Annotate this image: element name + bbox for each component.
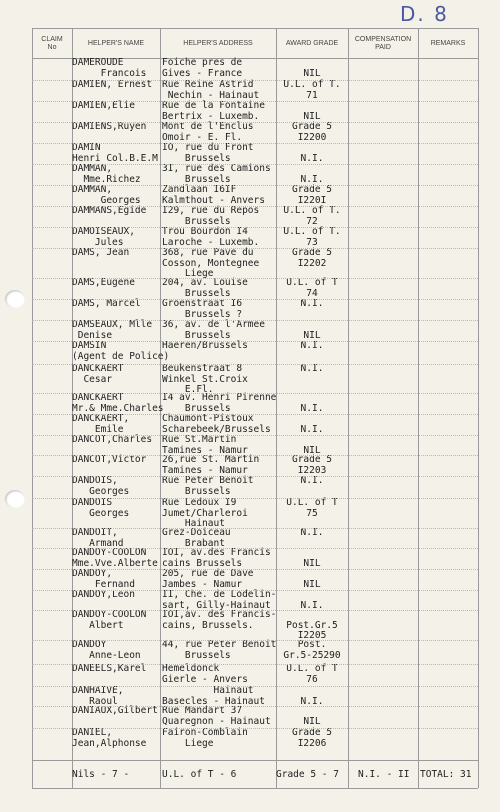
header-name: HELPER'S NAME (87, 40, 145, 47)
helper-name: DANCKAERT, Emile (72, 413, 130, 435)
award-grade: N.I. (300, 363, 324, 374)
helper-address: 26,rue St. Martin Tamines - Namur (162, 454, 260, 476)
helper-address: 36, av. de l'Armee Brussels (162, 319, 265, 341)
total-grade: Grade 5 - 7 (276, 769, 339, 780)
award-grade: U.L. of T. 71 (283, 79, 341, 101)
award-grade: NIL (303, 329, 321, 341)
helper-name: DAMS,Eugene (72, 277, 135, 288)
helper-name: DANCKAERT Mr.& Mme.Charles (72, 392, 164, 414)
helper-address: I4 av. Henri Pirenne Brussels (162, 392, 277, 414)
column-divider (348, 28, 349, 788)
header-address: HELPER'S ADDRESS (183, 40, 253, 47)
helper-name: DAMIENS,Ruyen (72, 121, 147, 132)
header-claim: CLAIM No (41, 36, 63, 51)
helper-address: II, Che. de Lodelin- sart, Gilly-Hainaut (162, 589, 277, 611)
helper-address: Fairon-Comblain Liege (162, 727, 248, 749)
table-bottom-border (32, 788, 478, 789)
total-ni: N.I. - II (358, 769, 410, 780)
helper-address: Haeren/Brussels (162, 340, 248, 351)
punch-hole (5, 290, 25, 308)
helper-address: 44, rue Peter Benoit Brussels (162, 639, 277, 661)
corner-mark: D. 8 (400, 2, 449, 26)
total-nils: Nils - 7 - (72, 769, 130, 780)
helper-name: DAMSEAUX, Mlle Denise (72, 319, 153, 341)
helper-address: IO, rue du Front Brussels (162, 142, 254, 164)
row-divider (32, 164, 478, 165)
award-grade: Post. Gr.5-25290 (283, 639, 341, 661)
helper-name: DAMMANS,Egide (72, 205, 147, 216)
award-grade: U.L. of T 74 (286, 277, 338, 299)
award-grade: U.L. of T 76 (286, 663, 338, 685)
row-divider (32, 706, 478, 707)
table-top-border (32, 28, 478, 29)
award-grade: NIL (303, 67, 321, 79)
helper-name: DANDOIT, Armand (72, 527, 124, 549)
helper-name: DANIAUX,Gilbert (72, 705, 158, 716)
total-count: TOTAL: 31 (420, 769, 472, 780)
column-divider (478, 28, 479, 788)
helper-address: 368, rue Pave du Cosson, Montegnee Liege (162, 247, 260, 279)
helper-address: I29, rue du Repos Brussels (162, 205, 260, 227)
award-grade: U.L. of T. 73 (283, 226, 341, 248)
helper-address: Rue Reine Astrid Nechin - Hainaut (162, 79, 260, 101)
helper-address: Hainaut Basecles - Hainaut (162, 685, 265, 707)
award-grade: NIL (303, 578, 321, 590)
row-divider (32, 341, 478, 342)
helper-name: DANCOT,Charles (72, 434, 153, 445)
punch-hole (5, 490, 25, 508)
row-divider (32, 278, 478, 279)
helper-name: DAMMAN, Mme.Richez (72, 163, 141, 185)
helper-address: Trou Bourdon I4 Laroche - Luxemb. (162, 226, 260, 248)
award-grade: N.I. (300, 423, 324, 435)
helper-address: IOI,av. des Francis- cains, Brussels. (162, 609, 277, 631)
award-grade: N.I. (300, 173, 324, 185)
award-grade: Grade 5 I2202 (291, 247, 333, 269)
row-divider (32, 248, 478, 249)
column-divider (418, 28, 419, 788)
award-grade: Post.Gr.5 I2205 (286, 619, 338, 641)
helper-name: DANDOY,Leon (72, 589, 135, 600)
row-divider (32, 455, 478, 456)
row-divider (32, 640, 478, 641)
row-divider (32, 185, 478, 186)
award-grade: Grade 5 I2206 (291, 727, 333, 749)
award-grade: Grade 5 I2203 (291, 454, 333, 476)
helper-address: Hemeldonck Gierle - Anvers (162, 663, 248, 685)
helper-name: DANCKAERT Cesar (72, 363, 124, 385)
row-divider (32, 686, 478, 687)
row-divider (32, 206, 478, 207)
helper-name: DAMS, Marcel (72, 298, 141, 309)
helper-name: DANDOIS Georges (72, 497, 130, 519)
helper-name: DANEELS,Karel (72, 663, 147, 674)
row-divider (32, 122, 478, 123)
helper-address: Rue Peter Benoit Brussels (162, 475, 254, 497)
helper-name: DAMIN Henri Col.B.E.M (72, 142, 158, 164)
row-divider (32, 528, 478, 529)
row-divider (32, 80, 478, 81)
row-divider (32, 364, 478, 365)
helper-name: DANDOY Anne-Leon (72, 639, 141, 661)
helper-address: 205, rue de Dave Jambes - Namur (162, 568, 254, 590)
row-divider (32, 590, 478, 591)
row-divider (32, 498, 478, 499)
row-divider (32, 320, 478, 321)
award-grade: Grade 5 I220I (291, 184, 333, 206)
helper-address: 204, av. Louise Brussels (162, 277, 248, 299)
award-grade: N.I. (300, 527, 324, 538)
row-divider (32, 610, 478, 611)
award-grade: NIL (303, 444, 321, 456)
helper-name: DAMEROUDE Francois (72, 57, 147, 79)
helper-address: Rue St.Martin Tamines - Namur (162, 434, 248, 456)
award-grade: Grade 5 I2200 (291, 121, 333, 143)
award-grade: U.L. of T 75 (286, 497, 338, 519)
helper-name: DAMSIN (Agent de Police) (72, 340, 170, 362)
row-divider (32, 393, 478, 394)
helper-address: 3I, rue des Camions Brussels (162, 163, 271, 185)
header-award: AWARD GRADE (285, 40, 339, 47)
helper-name: DAMMAN, Georges (72, 184, 141, 206)
award-grade: NIL (303, 110, 321, 122)
helper-name: DANDOIS, Georges (72, 475, 130, 497)
award-grade: N.I. (300, 402, 324, 414)
award-grade: N.I. (300, 695, 324, 707)
helper-address: Rue de la Fontaine Bertrix - Luxemb. (162, 100, 265, 122)
total-ul: U.L. of T - 6 (162, 769, 237, 780)
row-divider (32, 664, 478, 665)
helper-address: Beukenstraat 8 Winkel St.Croix E.Fl. (162, 363, 248, 395)
row-divider (32, 435, 478, 436)
award-grade: N.I. (300, 475, 324, 486)
helper-address: Rue Ledoux I9 Jumet/Charleroi Hainaut (162, 497, 248, 529)
award-grade: N.I. (300, 599, 324, 611)
header-remarks: REMARKS (430, 40, 466, 47)
helper-name: DANHAIVE, Raoul (72, 685, 124, 707)
helper-name: DANDOY-COOLON Albert (72, 609, 147, 631)
helper-name: DAMIEN, Ernest (72, 79, 153, 90)
row-divider (32, 227, 478, 228)
helper-name: DANCOT,Victor (72, 454, 147, 465)
row-divider (32, 299, 478, 300)
helper-address: Rue Mandart 37 Quaregnon - Hainaut (162, 705, 271, 727)
helper-address: Foiche pres de Gives - France (162, 57, 243, 79)
column-divider (32, 28, 33, 788)
award-grade: NIL (303, 715, 321, 727)
award-grade: N.I. (300, 298, 324, 309)
award-grade: N.I. (300, 340, 324, 351)
helper-name: DANDOY-COOLON Mme.Vve.Alberte (72, 547, 158, 569)
helper-name: DAMIEN,Elie (72, 100, 135, 111)
helper-address: Zandlaan I6IF Kalmthout - Anvers (162, 184, 265, 206)
award-grade: U.L. of T. 72 (283, 205, 341, 227)
helper-name: DANIEL, Jean,Alphonse (72, 727, 147, 749)
award-grade: N.I. (300, 152, 324, 164)
helper-address: Groenstraat I6 Brussels ? (162, 298, 243, 320)
row-divider (32, 414, 478, 415)
row-divider (32, 101, 478, 102)
footer-top-border (32, 760, 478, 761)
row-divider (32, 476, 478, 477)
helper-address: Chaumont-Pistoux Scharebeek/Brussels (162, 413, 271, 435)
award-grade: NIL (303, 557, 321, 569)
helper-address: Mont de l'Enclus Omoir - E. Fl. (162, 121, 254, 143)
helper-name: DAMS, Jean (72, 247, 130, 258)
helper-name: DANDOY, Fernand (72, 568, 135, 590)
header-compensation: COMPENSATION PAID (354, 36, 412, 51)
row-divider (32, 569, 478, 570)
row-divider (32, 548, 478, 549)
helper-name: DAMOISEAUX, Jules (72, 226, 135, 248)
helper-address: Grez-Doiceau Brabant (162, 527, 231, 549)
row-divider (32, 728, 478, 729)
row-divider (32, 143, 478, 144)
helper-address: IOI, av.des Francis cains Brussels (162, 547, 271, 569)
